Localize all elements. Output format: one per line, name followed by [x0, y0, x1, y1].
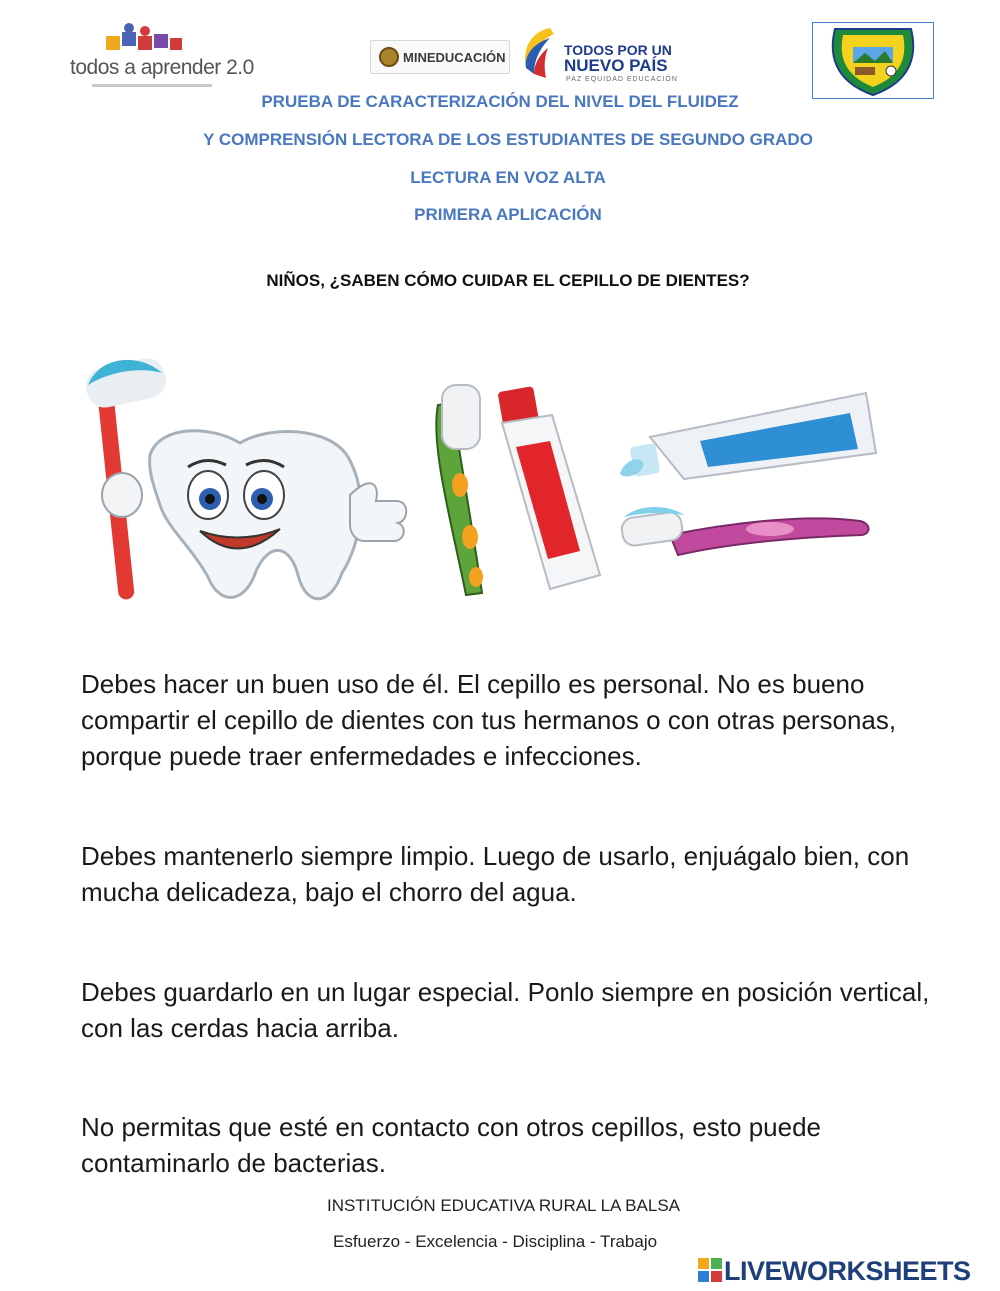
toothbrush-illustration — [80, 345, 900, 615]
paragraph-2: Debes mantenerlo siempre limpio. Luego de usarlo, enjuágalo bien, con mucha delicadeza, bajo el chorro del agua. — [81, 841, 910, 907]
seal-icon — [379, 47, 399, 67]
pink-toothbrush-icon — [620, 507, 868, 555]
mineducacion-text: MINEDUCACIÓN — [403, 50, 506, 65]
title-line-3: LECTURA EN VOZ ALTA — [410, 168, 606, 187]
reading-title: NIÑOS, ¿SABEN CÓMO CUIDAR EL CEPILLO DE DIENTES? — [266, 271, 750, 290]
institution-motto: Esfuerzo - Excelencia - Disciplina - Trabajo — [333, 1232, 658, 1251]
todos-line2: NUEVO PAÍS — [564, 56, 668, 75]
logo-left-text: todos a aprender 2.0 — [70, 56, 254, 79]
todos-line1: TODOS POR UN — [564, 42, 672, 58]
liveworksheets-logo-icon — [698, 1258, 722, 1282]
liveworksheets-watermark — [698, 1256, 998, 1286]
toothpaste-tube-lying-icon — [620, 393, 876, 479]
toothpaste-tube-upright-icon — [497, 386, 600, 589]
title-line-4: PRIMERA APLICACIÓN — [414, 205, 602, 224]
school-shield-icon — [813, 23, 933, 98]
tooth-mascot-icon — [83, 355, 407, 600]
mineducacion-logo — [370, 40, 510, 74]
green-toothbrush-icon — [436, 385, 483, 595]
school-crest-logo — [812, 22, 934, 99]
flag-swoosh-icon — [520, 24, 560, 82]
cubes-icon — [104, 22, 184, 56]
paragraph-1: Debes hacer un buen uso de él. El cepillo es personal. No es bueno compartir el cepillo de dientes con tus hermanos o con otras personas, porque puede traer enfermedades e infecciones. — [81, 669, 897, 771]
todos-a-aprender-logo — [70, 22, 254, 94]
todos-line3: PAZ EQUIDAD EDUCACIÓN — [566, 76, 678, 83]
paragraph-3: Debes guardarlo en un lugar especial. Ponlo siempre en posición vertical, con las cerdas hacia arriba. — [81, 977, 930, 1043]
paragraph-4: No permitas que esté en contacto con otros cepillos, esto puede contaminarlo de bacterias. — [81, 1112, 821, 1178]
title-line-2: Y COMPRENSIÓN LECTORA DE LOS ESTUDIANTES DE SEGUNDO GRADO — [203, 130, 813, 149]
liveworksheets-text: LIVEWORKSHEETS — [724, 1256, 971, 1286]
institution-name: INSTITUCIÓN EDUCATIVA RURAL LA BALSA — [327, 1196, 680, 1215]
todos-por-un-nuevo-pais-logo — [520, 22, 678, 88]
title-line-1: PRUEBA DE CARACTERIZACIÓN DEL NIVEL DEL FLUIDEZ — [261, 92, 739, 111]
logo-left-underline — [92, 84, 212, 87]
